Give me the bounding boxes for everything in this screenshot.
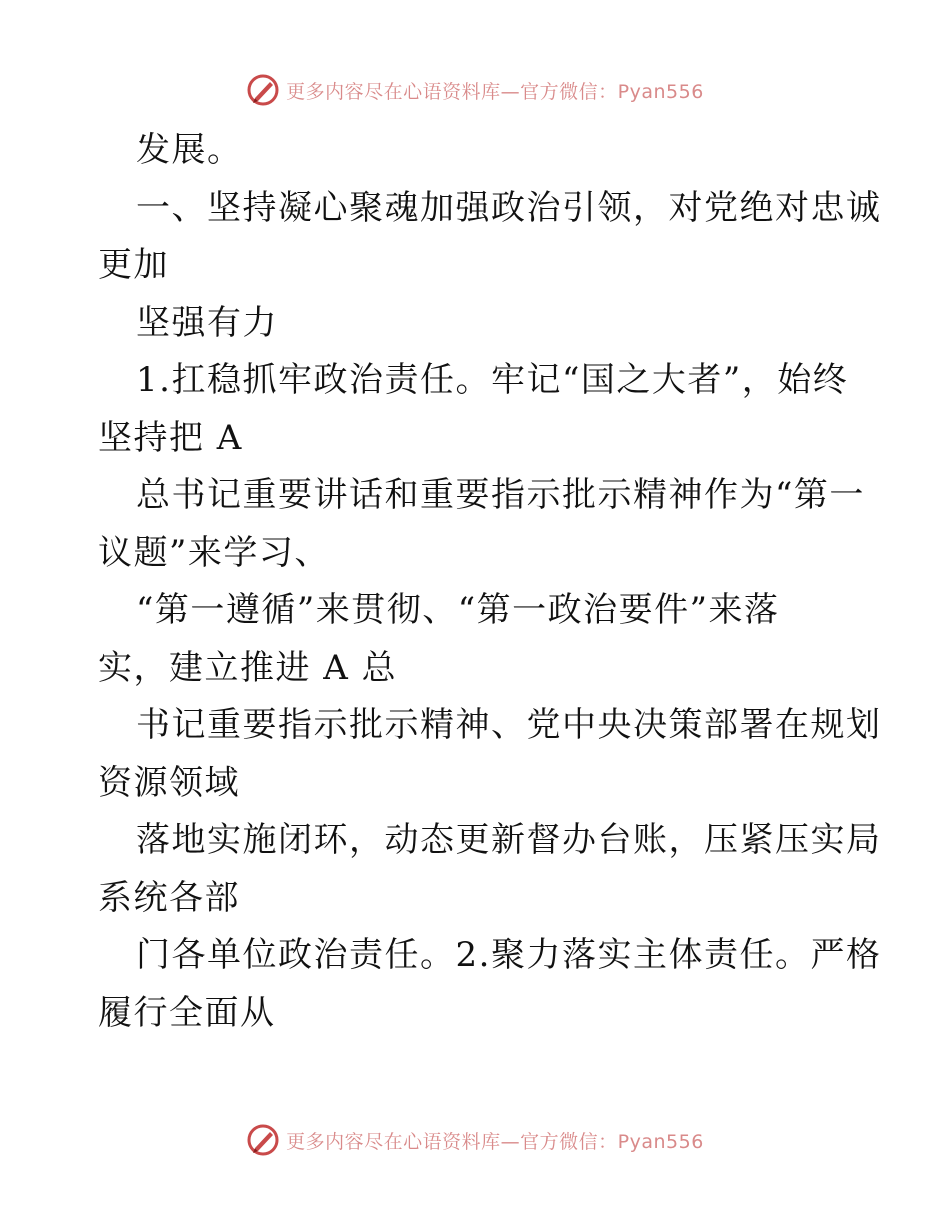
pen-logo-icon [246,1123,280,1157]
document-body [98,122,882,1042]
text-line: 系统各部 [98,877,240,918]
text-line: 更加 [98,245,169,285]
text-line: 坚持把 A [98,417,243,458]
text-line: 总书记重要讲话和重要指示批示精神作为“第一 [136,475,865,515]
text-line: 落地实施闭环，动态更新督办台账，压紧压实局 [136,820,882,860]
text-line: 1.扛稳抓牢政治责任。牢记“国之大者”，始终 [136,360,849,400]
text-line: 一、坚持凝心聚魂加强政治引领，对党绝对忠诚 [136,187,882,228]
text-line: 发展。 [136,130,243,170]
text-line: 履行全面从 [98,992,276,1033]
text-line: 实，建立推进 A 总 [98,647,398,688]
text-line: 门各单位政治责任。2.聚力落实主体责任。严格 [136,935,882,975]
watermark-text: 更多内容尽在心语资料库—官方微信：Pyan556 [286,80,704,103]
text-line: 资源领域 [98,762,240,803]
text-line: 书记重要指示批示精神、党中央决策部署在规划 [136,705,882,745]
watermark-text: 更多内容尽在心语资料库—官方微信：Pyan556 [286,1130,704,1153]
pen-logo-icon [246,73,280,107]
text-line: 坚强有力 [136,302,278,343]
footer-watermark [0,1120,950,1160]
header-watermark [0,70,950,110]
text-line: “第一遵循”来贯彻、“第一政治要件”来落 [136,590,780,630]
text-line: 议题”来学习、 [98,532,330,573]
